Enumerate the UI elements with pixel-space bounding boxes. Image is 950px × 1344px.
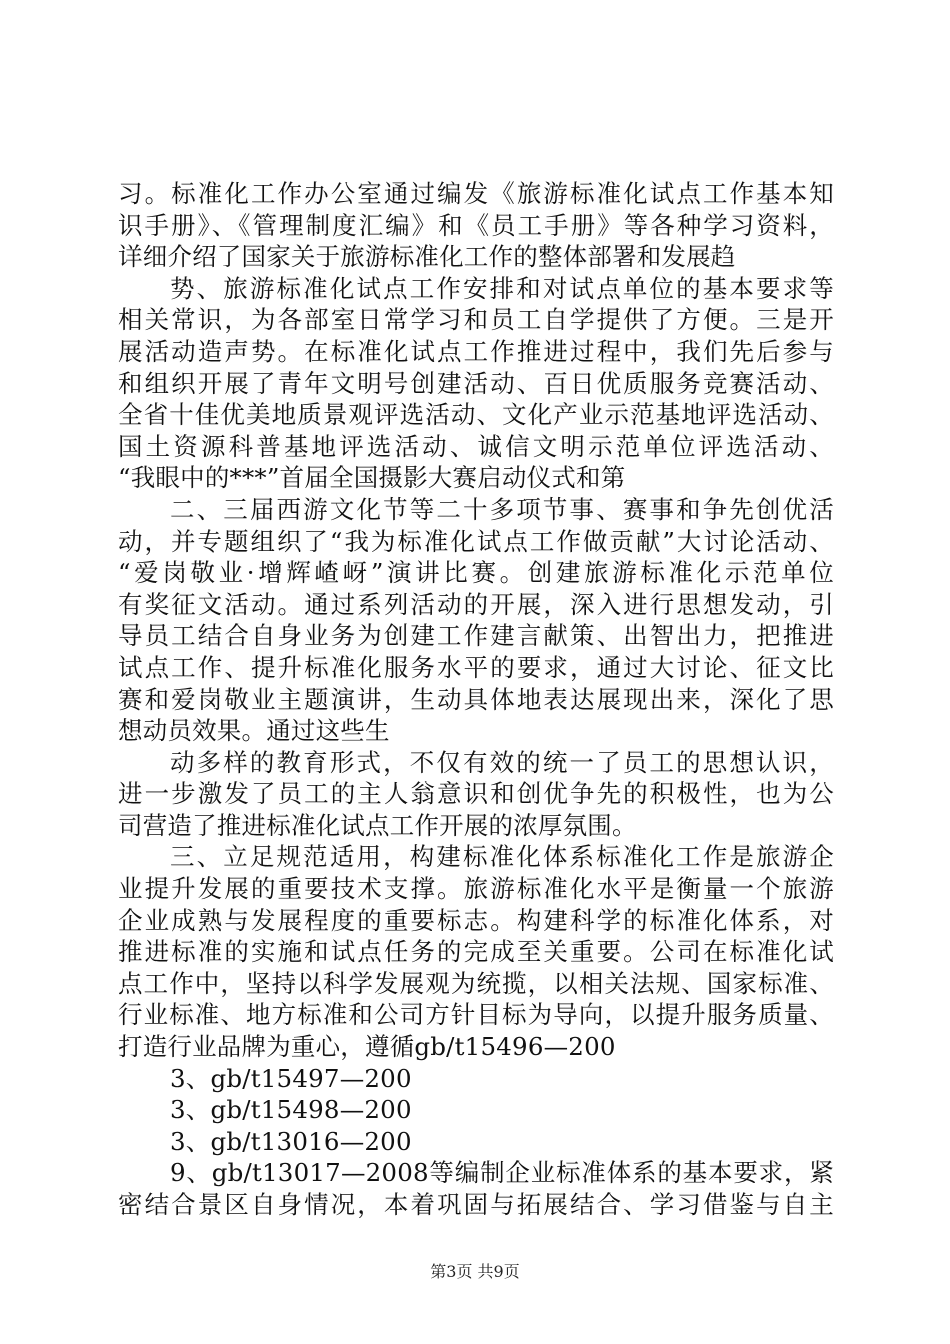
text-line: 9、gb/t13017—2008等编制企业标准体系的基本要求，紧: [170, 1158, 834, 1188]
text-line: 势、旅游标准化试点工作安排和对试点单位的基本要求等: [170, 273, 834, 303]
text-line: 三、立足规范适用，构建标准化体系标准化工作是旅游企: [170, 842, 834, 872]
text-line: 点工作中，坚持以科学发展观为统揽，以相关法规、国家标准、: [118, 968, 834, 998]
text-line: 全省十佳优美地质景观评选活动、文化产业示范基地评选活动、: [118, 400, 834, 430]
text-line: 行业标准、地方标准和公司方针目标为导向，以提升服务质量、: [118, 1000, 834, 1030]
text-line: 企业成熟与发展程度的重要标志。构建科学的标准化体系，对: [118, 905, 834, 935]
text-line: 试点工作、提升标准化服务水平的要求，通过大讨论、征文比: [118, 652, 834, 682]
text-line: 详细介绍了国家关于旅游标准化工作的整体部署和发展趋: [118, 242, 736, 272]
text-line: 司营造了推进标准化试点工作开展的浓厚氛围。: [118, 810, 637, 840]
text-line: 动多样的教育形式，不仅有效的统一了员工的思想认识，: [170, 747, 834, 777]
text-line: 展活动造声势。在标准化试点工作推进过程中，我们先后参与: [118, 336, 834, 366]
text-line: 3、gb/t15497—200: [170, 1063, 412, 1093]
text-line: 相关常识，为各部室日常学习和员工自学提供了方便。三是开: [118, 305, 834, 335]
text-line: 国土资源科普基地评选活动、诚信文明示范单位评选活动、: [118, 431, 834, 461]
document-body: [118, 178, 834, 1221]
text-line: 导员工结合自身业务为创建工作建言献策、出智出力，把推进: [118, 621, 834, 651]
text-line: 识手册》、《管理制度汇编》和《员工手册》等各种学习资料，: [118, 210, 834, 240]
text-line: 动，并专题组织了“我为标准化试点工作做贡献”大讨论活动、: [118, 526, 834, 556]
text-line: 有奖征文活动。通过系列活动的开展，深入进行思想发动，引: [118, 589, 834, 619]
page-footer: 第3页 共9页: [430, 1262, 520, 1281]
text-line: “我眼中的***”首届全国摄影大赛启动仪式和第: [118, 463, 626, 493]
text-line: “爱岗敬业·增辉嵖岈”演讲比赛。创建旅游标准化示范单位: [118, 558, 834, 588]
text-line: 推进标准的实施和试点任务的完成至关重要。公司在标准化试: [118, 937, 834, 967]
text-line: 想动员效果。通过这些生: [118, 716, 390, 746]
text-line: 业提升发展的重要技术支撑。旅游标准化水平是衡量一个旅游: [118, 874, 834, 904]
text-line: 和组织开展了青年文明号创建活动、百日优质服务竞赛活动、: [118, 368, 834, 398]
text-line: 赛和爱岗敬业主题演讲，生动具体地表达展现出来，深化了思: [118, 684, 834, 714]
text-line: 习。标准化工作办公室通过编发《旅游标准化试点工作基本知: [118, 179, 834, 208]
text-line: 3、gb/t13016—200: [170, 1126, 412, 1156]
text-line: 进一步激发了员工的主人翁意识和创优争先的积极性，也为公: [118, 779, 834, 809]
text-line: 二、三届西游文化节等二十多项节事、赛事和争先创优活: [170, 494, 834, 524]
text-line: 打造行业品牌为重心，遵循gb/t15496—200: [118, 1032, 616, 1062]
text-line: 密结合景区自身情况，本着巩固与拓展结合、学习借鉴与自主: [118, 1190, 834, 1219]
text-line: 3、gb/t15498—200: [170, 1095, 412, 1125]
